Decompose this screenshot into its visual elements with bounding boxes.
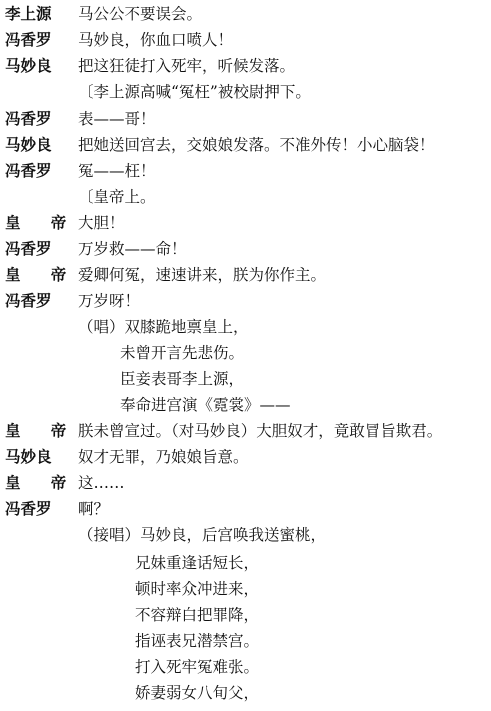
speaker-name: 李上源 [5,5,52,23]
stage-text: 打入死牢冤难张。 [135,658,260,676]
script-line [0,261,491,289]
stage-text: （接唱）马妙良，后宫唤我送蜜桃， [78,526,327,544]
dialogue-text: 奴才无罪，乃娘娘旨意。 [78,448,249,466]
dialogue-text: 马公公不要误会。 [78,5,203,23]
speaker-name: 冯香罗 [5,240,52,258]
script-line [0,52,491,80]
stage-text: 顿时率众冲进来， [135,580,260,598]
script-line [0,183,491,211]
script-line [0,521,491,549]
script-line [0,469,491,497]
script-line [0,365,491,393]
dialogue-text: 大胆！ [78,214,125,232]
script-line [0,313,491,341]
dialogue-text: 朕未曾宣过。（对马妙良）大胆奴才，竟敢冒旨欺君。 [78,422,443,440]
script-line [0,443,491,471]
speaker-name: 马妙良 [5,57,52,75]
speaker-name: 冯香罗 [5,110,52,128]
script-line [0,627,491,655]
speaker-name: 皇 帝 [5,266,79,284]
script-line [0,287,491,315]
script-line [0,495,491,523]
script-line [0,105,491,133]
speaker-name: 冯香罗 [5,292,52,310]
dialogue-text: 表——哥！ [78,110,156,128]
dialogue-text: 把这狂徒打入死牢，听候发落。 [78,57,296,75]
dialogue-text: 万岁救——命！ [78,240,187,258]
speaker-name: 皇 帝 [5,474,79,492]
script-line [0,549,491,577]
dialogue-text: 冤——枉！ [78,162,156,180]
speaker-name: 冯香罗 [5,31,52,49]
dialogue-text: 啊？ [78,500,110,518]
stage-text: 未曾开言先悲伤。 [120,344,245,362]
speaker-name: 马妙良 [5,448,52,466]
script-line [0,417,491,445]
script-line [0,235,491,263]
dialogue-text: 这…… [78,474,125,492]
script-line [0,78,491,106]
script-line [0,0,491,28]
stage-text: 不容辩白把罪降， [135,606,260,624]
speaker-name: 皇 帝 [5,214,79,232]
stage-text: 娇妻弱女八旬父， [135,684,260,702]
dialogue-text: 万岁呀！ [78,292,141,310]
dialogue-text: 马妙良，你血口喷人！ [78,31,234,49]
speaker-name: 皇 帝 [5,422,79,440]
script-line [0,601,491,629]
stage-text: 〔皇帝上。 [78,188,156,206]
script-line [0,339,491,367]
script-line [0,679,491,707]
script-line [0,653,491,681]
script-line [0,26,491,54]
stage-text: 奉命进宫演《霓裳》—— [120,396,291,414]
dialogue-text: 爱卿何冤，速速讲来，朕为你作主。 [78,266,327,284]
script-line [0,157,491,185]
stage-text: 兄妹重逢话短长， [135,554,260,572]
dialogue-text: 把她送回宫去，交娘娘发落。不准外传！小心脑袋！ [78,136,435,154]
script-line [0,209,491,237]
speaker-name: 马妙良 [5,136,52,154]
speaker-name: 冯香罗 [5,500,52,518]
stage-text: 指诬表兄潜禁宫。 [135,632,260,650]
script-line [0,131,491,159]
stage-text: （唱）双膝跪地禀皇上， [78,318,249,336]
speaker-name: 冯香罗 [5,162,52,180]
stage-text: 〔李上源高喊“冤枉”被校尉押下。 [78,83,311,101]
script-line [0,391,491,419]
stage-text: 臣妾表哥李上源， [120,370,245,388]
script-line [0,575,491,603]
